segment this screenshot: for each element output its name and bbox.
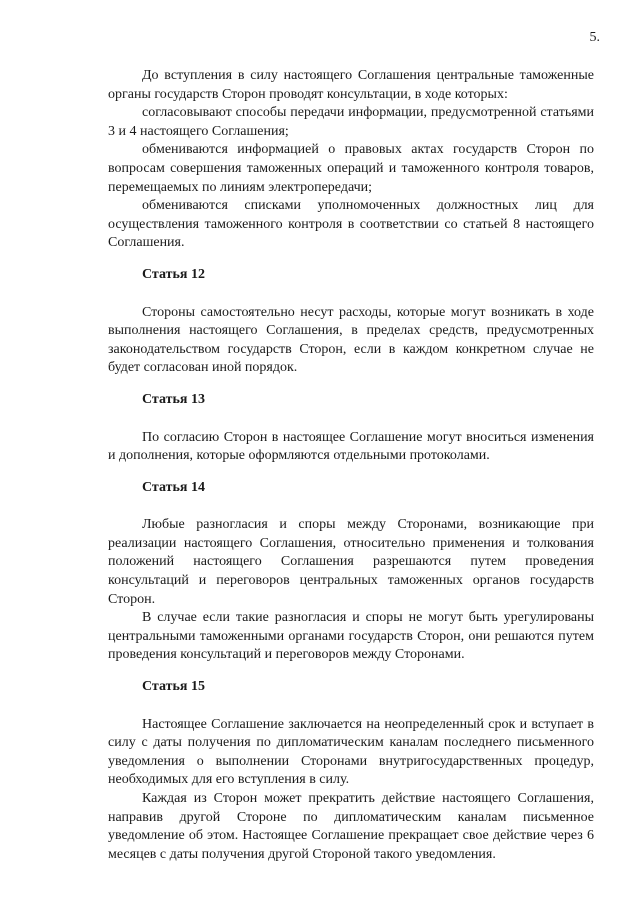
intro-paragraph-1: До вступления в силу настоящего Соглашения центральные таможенные органы государств Сторон проводят консультации, в ходе которых: (108, 68, 594, 102)
article-14 (108, 479, 594, 665)
intro-section (108, 67, 594, 253)
article-12 (108, 266, 594, 378)
intro-paragraph-2: согласовывают способы передачи информации, предусмотренной статьями 3 и 4 настоящего Соглашения; (108, 105, 594, 139)
article-paragraph: В случае если такие разногласия и споры не могут быть урегулированы центральными таможенными органами государств Сторон, они решаются путем проведения консультаций и переговоров между Сторонами. (108, 610, 594, 663)
article-paragraph: Каждая из Сторон может прекратить действие настоящего Соглашения, направив другой Стороне по дипломатическим каналам письменное уведомление об этом. Настоящее Соглашение прекращает свое действие через 6 месяцев с даты получения другой Стороной такого уведомления. (108, 791, 594, 862)
article-heading: Статья 12 (142, 266, 205, 282)
intro-paragraph-3: обмениваются информацией о правовых актах государств Сторон по вопросам совершения таможенных операций и таможенного контроля товаров, перемещаемых по линиям электропередачи; (108, 142, 594, 195)
page-number: 5. (589, 30, 600, 45)
article-heading: Статья 15 (142, 679, 205, 695)
article-paragraph: Стороны самостоятельно несут расходы, которые могут возникать в ходе выполнения настоящего Соглашения, в пределах средств, предусмотренных законодательством государств Сторон, если в каждом конкретном случае не будет согласован иной порядок. (108, 304, 594, 376)
article-paragraph: Любые разногласия и споры между Сторонами, возникающие при реализации настоящего Соглашения, относительно применения и толкования положений настоящего Соглашения разрешаются путем проведения консультаций и переговоров центральных таможенных органов государств Сторон. (108, 517, 594, 607)
article-heading: Статья 13 (142, 391, 205, 407)
article-paragraph: Настоящее Соглашение заключается на неопределенный срок и вступает в силу с даты получения по дипломатическим каналам последнего письменного уведомления о выполнении Сторонами внутригосударственных процедур, необходимых для его вступления в силу. (108, 716, 594, 788)
article-13 (108, 391, 594, 466)
article-15 (108, 678, 594, 864)
article-heading: Статья 14 (142, 479, 205, 495)
intro-paragraph-4: обмениваются списками уполномоченных должностных лиц для осуществления таможенного контроля в соответствии со статьей 8 настоящего Соглашения. (108, 198, 594, 251)
document-body (108, 67, 594, 864)
article-paragraph: По согласию Сторон в настоящее Соглашение могут вноситься изменения и дополнения, которые оформляются отдельными протоколами. (108, 429, 594, 464)
